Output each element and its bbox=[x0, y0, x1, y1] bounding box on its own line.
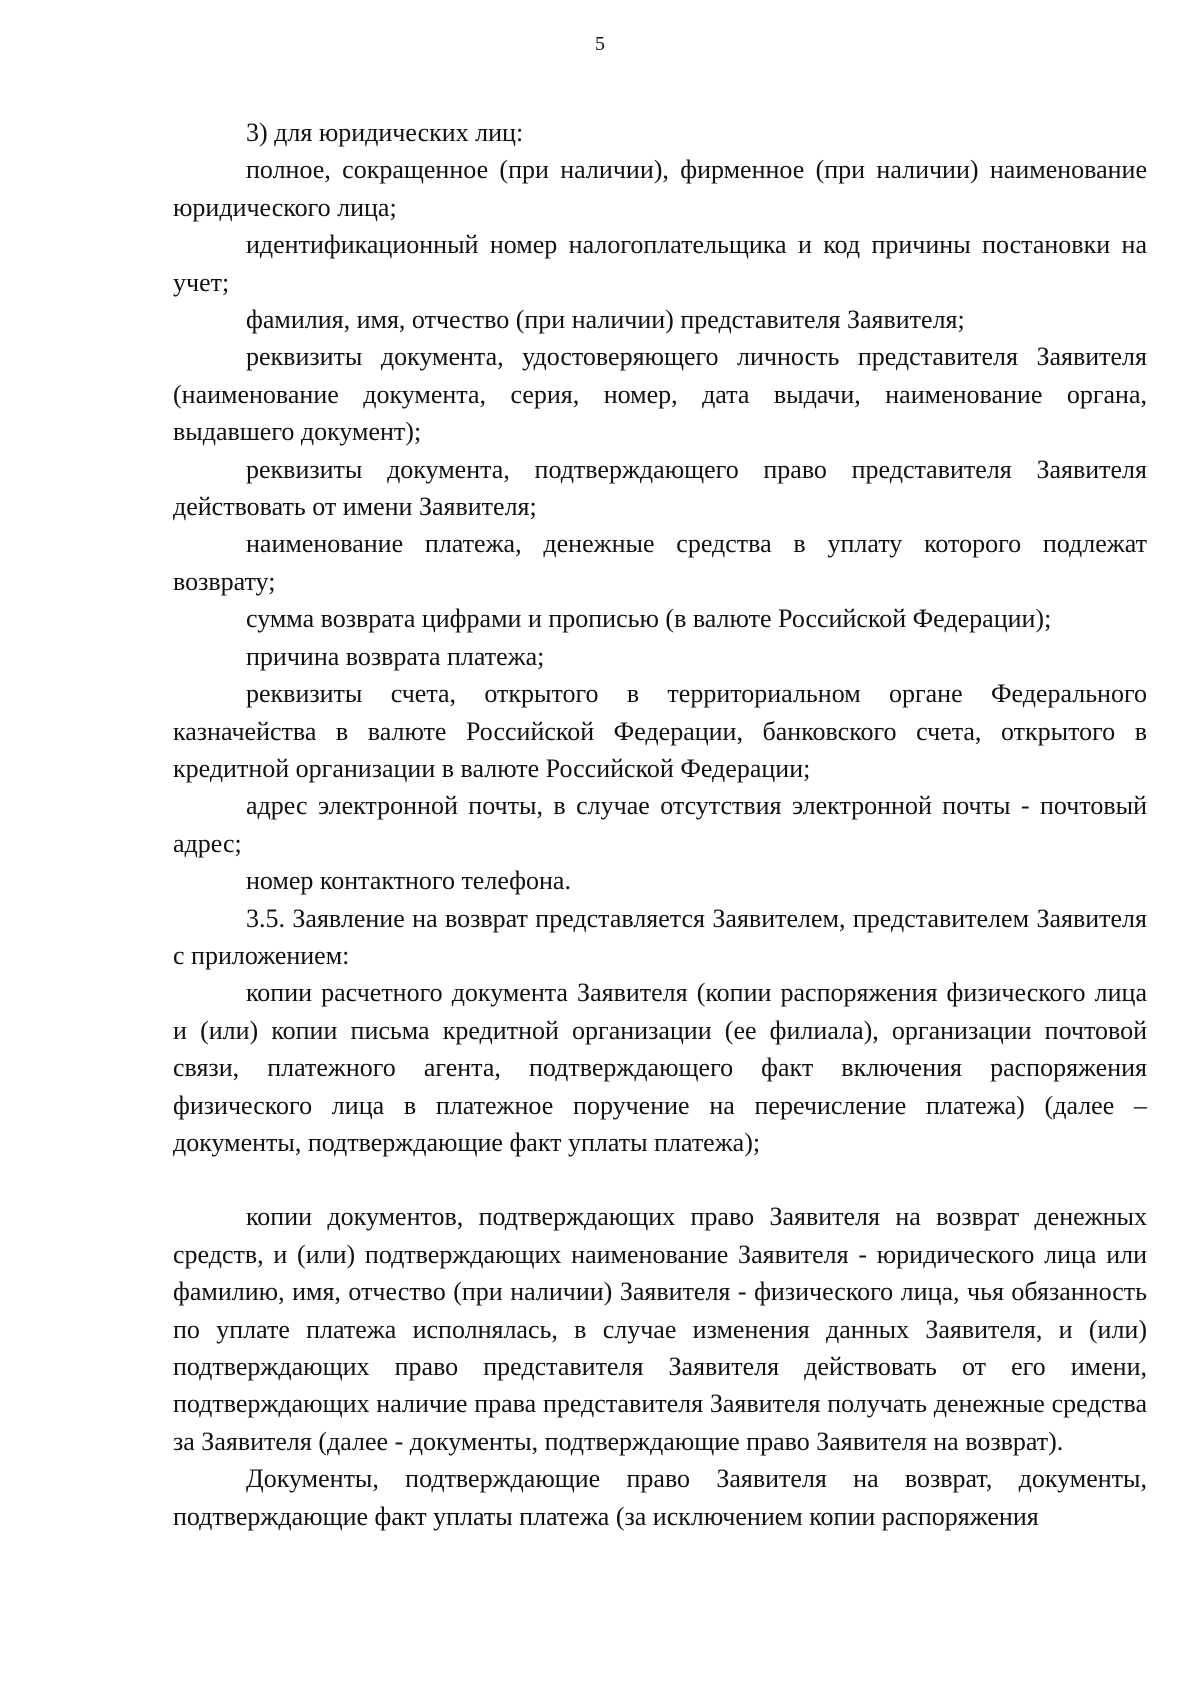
paragraph-account-details: реквизиты счета, открытого в территориальном органе Федерального казначейства в валюте Российской Федерации, банковского счета, открытого в кредитной организации в валюте Российской Федерации; bbox=[173, 679, 1147, 783]
paragraph-authority-document: реквизиты документа, подтверждающего право представителя Заявителя действовать от имени Заявителя; bbox=[173, 454, 1147, 522]
paragraph-legal-entities-heading: 3) для юридических лиц: bbox=[246, 118, 524, 147]
paragraph-representative-name: фамилия, имя, отчество (при наличии) представителя Заявителя; bbox=[246, 305, 965, 335]
paragraph-payment-name: наименование платежа, денежные средства в уплату которого подлежат возврату; bbox=[173, 529, 1147, 596]
document-body bbox=[173, 114, 1147, 1535]
paragraph-section-3-5: 3.5. Заявление на возврат представляется Заявителем, представителем Заявителя с приложением: bbox=[173, 903, 1147, 970]
paragraph-documents-continued: Документы, подтверждающие право Заявителя на возврат, документы, подтверждающие факт уплаты платежа (за исключением копии распоряжения bbox=[173, 1464, 1147, 1531]
paragraph-refund-amount: сумма возврата цифрами и прописью (в валюте Российской Федерации); bbox=[246, 604, 1052, 634]
page-number: 5 bbox=[595, 33, 605, 55]
paragraph-refund-reason: причина возврата платежа; bbox=[246, 641, 545, 671]
paragraph-inn-kpp: идентификационный номер налогоплательщика и код причины постановки на учет; bbox=[173, 230, 1147, 297]
paragraph-right-document-copies: копии документов, подтверждающих право Заявителя на возврат денежных средств, и (или) подтверждающих наименование Заявителя - юридического лица или фамилию, имя, отчество (при наличии) Заявителя - физического лица, чья обязанность по уплате платежа исполнялась, в случае изменения данных Заявителя, и (или) подтверждающих право представителя Заявителя действовать от его имени, подтверждающих наличие права представителя Заявителя получать денежные средства за Заявителя (далее - документы, подтверждающие право Заявителя на возврат). bbox=[173, 1202, 1147, 1456]
paragraph-identity-document: реквизиты документа, удостоверяющего личность представителя Заявителя (наименование документа, серия, номер, дата выдачи, наименование органа, выдавшего документ); bbox=[173, 342, 1147, 447]
paragraph-entity-name: полное, сокращенное (при наличии), фирменное (при наличии) наименование юридического лица; bbox=[173, 155, 1147, 222]
paragraph-email-address: адрес электронной почты, в случае отсутствия электронной почты - почтовый адрес; bbox=[173, 791, 1147, 858]
paragraph-payment-document-copies: копии расчетного документа Заявителя (копии распоряжения физического лица и (или) копии письма кредитной организации (ее филиала), организации почтовой связи, платежного агента, подтверждающего факт включения распоряжения физического лица в платежное поручение на перечисление платежа) (далее – документы, подтверждающие факт уплаты платежа); bbox=[173, 978, 1147, 1157]
paragraph-phone-number: номер контактного телефона. bbox=[246, 866, 571, 896]
